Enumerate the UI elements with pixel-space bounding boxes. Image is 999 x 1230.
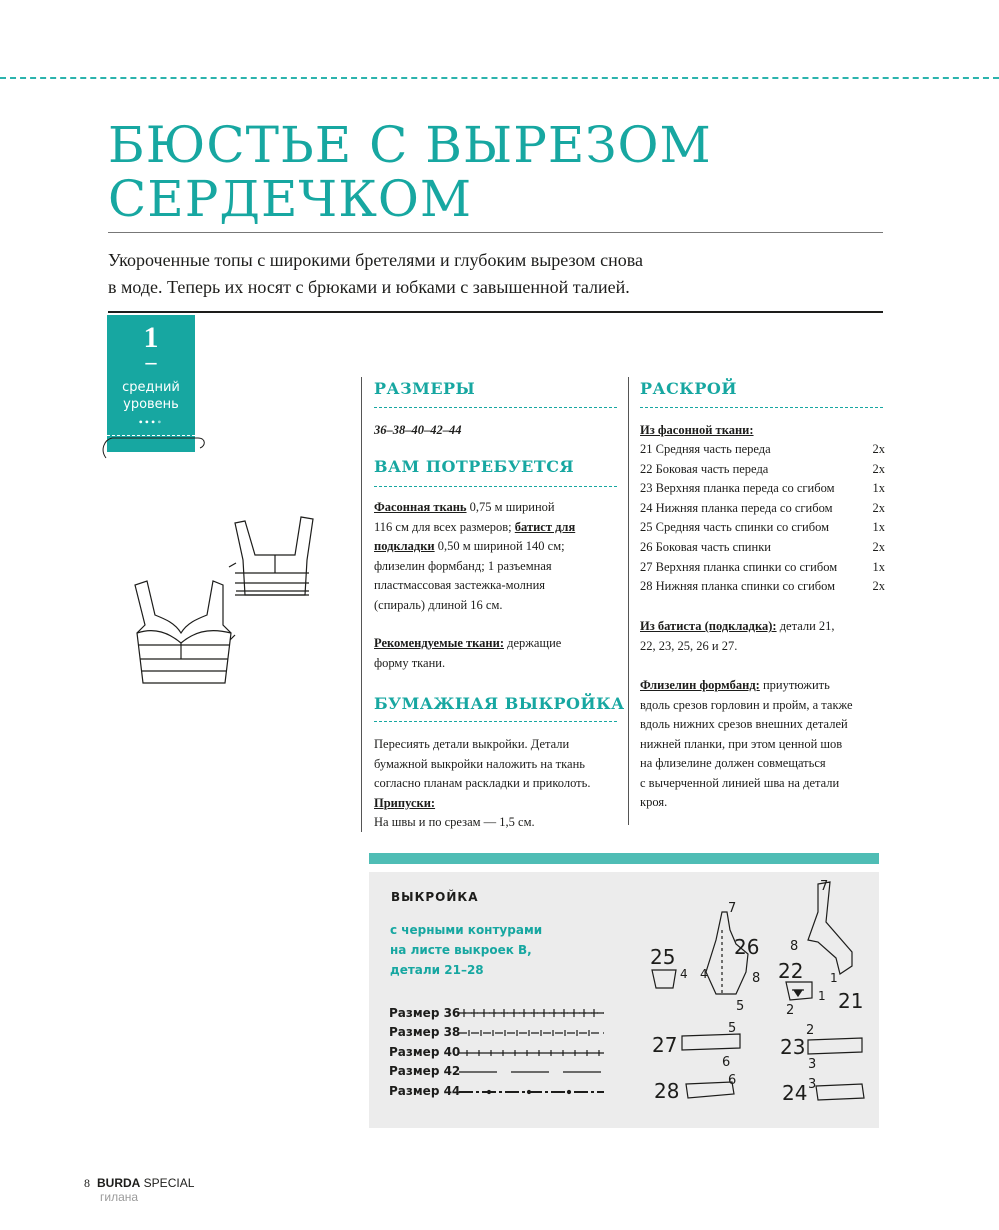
paper-line-3: согласно планам раскладки и приколоть. bbox=[374, 776, 591, 790]
piece-23-bottom: 3 bbox=[808, 1057, 817, 1072]
piece-26-left: 4 bbox=[700, 967, 708, 981]
title-line-1: БЮСТЬЕ С ВЫРЕЗОМ bbox=[108, 116, 712, 174]
piece-27-label: 27 bbox=[652, 1033, 678, 1057]
piece-27-shape bbox=[682, 1034, 740, 1050]
page-title bbox=[108, 118, 712, 226]
lining-label-2: подкладки bbox=[374, 539, 435, 553]
piece-25-shape bbox=[652, 970, 676, 988]
cut-item bbox=[640, 577, 885, 597]
piece-21-label: 21 bbox=[838, 989, 864, 1013]
interfacing-line-4: нижней планки, при этом ценной шов bbox=[640, 736, 843, 751]
piece-23-top: 2 bbox=[806, 1023, 815, 1038]
needs-heading: ВАМ ПОТРЕБУЕТСЯ bbox=[374, 457, 575, 476]
piece-26-label: 26 bbox=[734, 935, 760, 959]
cut-item bbox=[640, 518, 885, 538]
dots-inactive: • bbox=[157, 415, 164, 429]
cut-item bbox=[640, 538, 885, 558]
pattern-pieces-diagram bbox=[640, 872, 880, 1122]
cut-item bbox=[640, 440, 885, 460]
fabric-text-2: 116 см для всех размеров; bbox=[374, 519, 515, 534]
pattern-sub-1: с черными контурами bbox=[390, 923, 543, 937]
size-label-42: Размер 42 bbox=[389, 1064, 461, 1078]
interfacing-line-2: вдоль срезов горловин и пройм, а также bbox=[640, 697, 853, 712]
needs-text bbox=[374, 498, 619, 673]
needs-line-5: пластмассовая застежка-молния bbox=[374, 578, 546, 592]
needs-divider bbox=[374, 486, 617, 487]
lead-paragraph bbox=[108, 247, 808, 301]
cut-item-qty: 1x bbox=[872, 520, 885, 534]
piece-27-bottom: 6 bbox=[722, 1055, 731, 1070]
cut-item bbox=[640, 558, 885, 578]
pattern-sub-3: детали 21–28 bbox=[390, 963, 484, 977]
pattern-bar bbox=[369, 853, 879, 864]
cutting-heading: РАСКРОЙ bbox=[640, 379, 737, 398]
size-label-40: Размер 40 bbox=[389, 1045, 461, 1059]
stitch-line bbox=[0, 77, 999, 79]
column-rule-right bbox=[628, 377, 629, 825]
sizes-values: 36–38–40–42–44 bbox=[374, 423, 462, 437]
piece-25-side: 4 bbox=[680, 967, 688, 981]
fabric-text-1: 0,75 м шириной bbox=[466, 500, 555, 514]
piece-28-top: 6 bbox=[728, 1073, 737, 1088]
needs-line-6: (спираль) длиной 16 см. bbox=[374, 597, 503, 612]
paper-pattern-heading: БУМАЖНАЯ ВЫКРОЙКА bbox=[374, 694, 625, 713]
piece-26-right: 8 bbox=[752, 971, 761, 986]
recommended-text-1: держащие bbox=[504, 636, 562, 650]
size-38-line bbox=[459, 1030, 604, 1036]
difficulty-dash: – bbox=[145, 349, 157, 374]
piece-24-shape bbox=[816, 1084, 864, 1100]
difficulty-number: 1 bbox=[143, 321, 159, 354]
cut-item-name: 24 Нижняя планка переда со сгибом bbox=[640, 501, 833, 515]
piece-24-label: 24 bbox=[782, 1081, 808, 1105]
sizes-divider bbox=[374, 407, 617, 408]
lining-label-1: батист для bbox=[514, 519, 576, 534]
piece-28-label: 28 bbox=[654, 1079, 680, 1103]
cut-item-name: 25 Средняя часть спинки со сгибом bbox=[640, 520, 830, 534]
size-line-legend bbox=[459, 1005, 609, 1105]
cut-item-qty: 2x bbox=[872, 579, 885, 593]
size-label-44: Размер 44 bbox=[389, 1084, 461, 1098]
garment-sketch-icon bbox=[125, 515, 325, 695]
page-number: 8 bbox=[84, 1176, 90, 1190]
cut-item-name: 28 Нижняя планка спинки со сгибом bbox=[640, 579, 836, 593]
piece-21-right: 1 bbox=[830, 971, 838, 985]
interfacing-line-6: с вычерченной линией шва на детали bbox=[640, 775, 840, 790]
piece-22-right: 1 bbox=[818, 989, 826, 1003]
title-divider bbox=[108, 232, 883, 233]
interfacing-line-3: вдоль нижних срезов внешних деталей bbox=[640, 717, 848, 731]
piece-23-shape bbox=[808, 1038, 862, 1054]
paper-line-2: бумажной выкройки наложить на ткань bbox=[374, 756, 585, 771]
size-label-38: Размер 38 bbox=[389, 1025, 461, 1039]
cut-item-name: 23 Верхняя планка переда со сгибом bbox=[640, 481, 835, 495]
cutting-fabric-heading: Из фасонной ткани: bbox=[640, 423, 754, 437]
pattern-box-subtitle bbox=[390, 920, 542, 980]
batiste-label: Из батиста (подкладка): bbox=[640, 619, 777, 633]
allowance-label: Припуски: bbox=[374, 795, 436, 810]
piece-25-label: 25 bbox=[650, 945, 676, 969]
cut-item-qty: 2x bbox=[872, 501, 885, 515]
interfacing-line-7: кроя. bbox=[640, 795, 668, 809]
piece-22-bottom: 2 bbox=[786, 1003, 795, 1018]
cut-item bbox=[640, 460, 885, 480]
piece-23-label: 23 bbox=[780, 1035, 806, 1059]
piece-26-top: 7 bbox=[728, 901, 737, 916]
magazine-brand bbox=[97, 1176, 194, 1190]
piece-28-shape bbox=[686, 1082, 734, 1098]
cut-item-qty: 2x bbox=[872, 462, 885, 476]
cut-item bbox=[640, 499, 885, 519]
cut-item-qty: 2x bbox=[872, 442, 885, 456]
difficulty-label-line1: средний bbox=[122, 380, 180, 395]
size-44-line bbox=[459, 1091, 604, 1094]
paper-pattern-text bbox=[374, 735, 624, 833]
piece-26-bottom: 5 bbox=[736, 999, 745, 1014]
lead-line-1: Укороченные топы с широкими бретелями и глубоким вырезом снова bbox=[108, 250, 643, 270]
interfacing-line-5: на флизелине должен совмещаться bbox=[640, 756, 826, 770]
lead-divider bbox=[108, 311, 883, 313]
needs-line-4: флизелин формбанд; 1 разъемная bbox=[374, 558, 552, 573]
cutting-divider bbox=[640, 407, 883, 408]
size-40-line bbox=[459, 1050, 604, 1056]
thread-curl-icon bbox=[98, 430, 208, 465]
allowance-text: На швы и по срезам — 1,5 см. bbox=[374, 815, 535, 829]
cut-item-name: 21 Средняя часть переда bbox=[640, 442, 771, 456]
difficulty-label-line2: уровень bbox=[123, 397, 179, 412]
recommended-label: Рекомендуемые ткани: bbox=[374, 636, 504, 650]
cut-item-qty: 2x bbox=[872, 540, 885, 554]
cut-item bbox=[640, 479, 885, 499]
brand-suffix: SPECIAL bbox=[140, 1176, 195, 1190]
pattern-box-title: ВЫКРОЙКА bbox=[391, 890, 479, 904]
batiste-text-1: детали 21, bbox=[776, 619, 835, 633]
interfacing-label: Флизелин формбанд: bbox=[640, 678, 760, 692]
column-rule-left bbox=[361, 377, 362, 832]
difficulty-label bbox=[107, 379, 195, 413]
recommended-text-2: форму ткани. bbox=[374, 655, 446, 670]
piece-24-top: 3 bbox=[808, 1077, 817, 1092]
size-36-line bbox=[459, 1009, 604, 1017]
title-line-2: СЕРДЕЧКОМ bbox=[108, 170, 473, 228]
batiste-text-2: 22, 23, 25, 26 и 27. bbox=[640, 638, 738, 653]
cut-item-name: 27 Верхняя планка спинки со сгибом bbox=[640, 560, 838, 574]
piece-22-label: 22 bbox=[778, 959, 804, 983]
sizes-heading: РАЗМЕРЫ bbox=[374, 379, 476, 398]
cut-item-name: 26 Боковая часть спинки bbox=[640, 540, 771, 554]
lead-line-2: в моде. Теперь их носят с брюками и юбками с завышенной талией. bbox=[108, 277, 630, 297]
piece-27-top: 5 bbox=[728, 1021, 737, 1036]
interfacing-text bbox=[640, 676, 890, 813]
difficulty-dots bbox=[107, 415, 195, 430]
fabric-label: Фасонная ткань bbox=[374, 500, 467, 514]
cut-item-name: 22 Боковая часть переда bbox=[640, 462, 769, 476]
piece-21-left: 8 bbox=[790, 939, 799, 954]
watermark: гилана bbox=[100, 1190, 139, 1204]
pattern-sub-2: на листе выкроек В, bbox=[390, 943, 532, 957]
dots-active: ••• bbox=[138, 415, 158, 429]
brand-name: BURDA bbox=[97, 1176, 141, 1190]
cut-item-qty: 1x bbox=[872, 481, 885, 495]
piece-21-shape bbox=[808, 882, 852, 974]
paper-pattern-divider bbox=[374, 721, 617, 722]
batiste-text bbox=[640, 617, 890, 656]
cut-item-qty: 1x bbox=[872, 560, 885, 574]
paper-line-1: Пересиять детали выкройки. Детали bbox=[374, 737, 570, 751]
lining-text-1: 0,50 м шириной 140 см; bbox=[434, 539, 565, 553]
piece-21-top: 7 bbox=[820, 879, 829, 894]
size-label-36: Размер 36 bbox=[389, 1006, 461, 1020]
interfacing-text-1: приутюжить bbox=[759, 678, 830, 692]
